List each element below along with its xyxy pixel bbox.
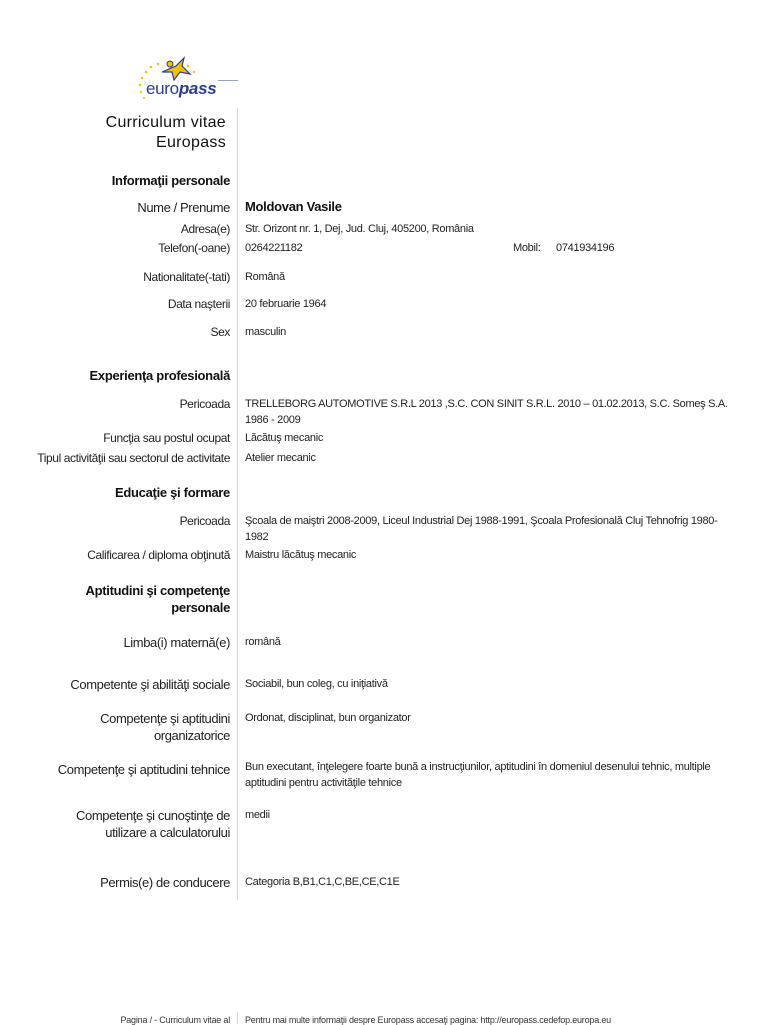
address-value: Str. Orizont nr. 1, Dej, Jud. Cluj, 405200, România (245, 223, 474, 235)
qualification-value: Maistru lăcătuş mecanic (245, 549, 357, 561)
birth-date-value: 20 februarie 1964 (245, 298, 327, 310)
section-heading-education: Educaţie şi formare (115, 485, 230, 500)
computer-skills-value: medii (245, 809, 270, 821)
europass-wordmark: europass (146, 79, 217, 98)
mother-tongue-value: română (245, 636, 281, 648)
position-value: Lăcătuş mecanic (245, 432, 324, 444)
education-period-value: Şcoala de maiştri 2008-2009, Liceul Industrial Dej 1988-1991, Şcoala Profesională Cluj Tehnofrig 1980-1982 (245, 515, 718, 543)
name-value: Moldovan Vasile (245, 199, 342, 214)
position-label: Funcţia sau postul ocupat (103, 431, 230, 445)
education-period-label: Pericoada (179, 514, 230, 528)
section-heading-personal: Informaţii personale (111, 173, 230, 188)
phone-value: 0264221182 (245, 242, 303, 254)
sex-value: masculin (245, 326, 287, 338)
computer-skills-label: Competenţe şi cunoştinţe de utilizare a calculatorului (76, 808, 230, 840)
name-label: Nume / Prenume (137, 200, 230, 215)
social-skills-label: Competente şi abilităţi sociale (70, 677, 230, 692)
phone-label: Telefon(-oane) (158, 241, 230, 255)
section-heading-experience: Experienţa profesională (89, 368, 230, 383)
technical-skills-value: Bun executant, înţelegere foarte bună a instrucţiunilor, aptitudini în domeniul desenului tehnic, multiple aptitudini pentru activităţile tehnice (245, 761, 711, 789)
qualification-label: Calificarea / diploma obţinută (87, 548, 230, 562)
mother-tongue-label: Limba(i) maternă(e) (123, 635, 230, 650)
birth-date-label: Data naşterii (167, 297, 230, 311)
cv-title: Curriculum vitae Europass (105, 114, 226, 151)
column-divider (237, 108, 238, 900)
sector-value: Atelier mecanic (245, 452, 316, 464)
mobile-value: 0741934196 (556, 242, 615, 254)
mobile-label: Mobil: (513, 242, 541, 254)
sector-label: Tipul activităţii sau sectorul de activitate (37, 451, 230, 465)
driving-license-label: Permis(e) de conducere (100, 875, 230, 890)
experience-period-label: Pericoada (179, 397, 230, 411)
organizational-skills-label: Competenţe şi aptitudini organizatorice (100, 711, 230, 743)
footer-page-info: Pagina / - Curriculum vitae al (120, 1015, 230, 1025)
footer-europass-info: Pentru mai multe informaţii despre Europass accesaţi pagina: http://europass.cedefop.europa.eu (245, 1015, 611, 1025)
sex-label: Sex (210, 325, 230, 339)
nationality-value: Română (245, 271, 285, 283)
footer-divider (237, 1012, 238, 1024)
section-heading-skills: Aptitudini şi competenţe personale (85, 583, 230, 615)
nationality-label: Nationalitate(-tati) (143, 270, 230, 284)
address-label: Adresa(e) (180, 222, 230, 236)
experience-period-value: TRELLEBORG AUTOMOTIVE S.R.L 2013 ,S.C. CON SINIT S.R.L. 2010 – 01.02.2013, S.C. Someş S.A. 1986 - 2009 (245, 398, 728, 426)
europass-logo (132, 52, 240, 108)
logo-rule (218, 80, 238, 81)
social-skills-value: Sociabil, bun coleg, cu iniţiativă (245, 678, 388, 690)
driving-license-value: Categoria B,B1,C1,C,BE,CE,C1E (245, 876, 400, 888)
organizational-skills-value: Ordonat, disciplinat, bun organizator (245, 712, 411, 724)
technical-skills-label: Competenţe şi aptitudini tehnice (57, 762, 230, 777)
